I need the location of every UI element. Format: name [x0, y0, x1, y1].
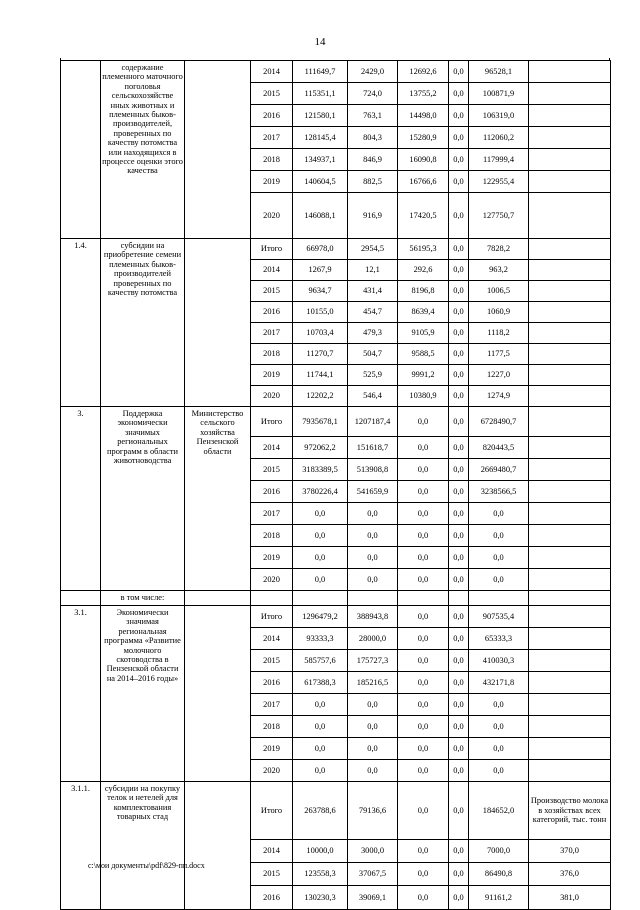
regional-cell: 0,0: [398, 437, 449, 459]
total-cell: 3183389,5: [293, 459, 348, 481]
empty-cell: [348, 591, 398, 606]
regional-cell: 0,0: [398, 547, 449, 569]
year-cell: 2015: [251, 863, 293, 886]
indicator-cell: [529, 260, 611, 281]
federal-cell: 513908,8: [348, 459, 398, 481]
local-cell: 0,0: [449, 302, 469, 323]
table-row: [61, 61, 611, 83]
regional-cell: 14498,0: [398, 105, 449, 127]
executor-cell: [185, 782, 251, 910]
extra-cell: 907535,4: [469, 606, 529, 628]
indicator-cell: [529, 171, 611, 193]
empty-cell: [251, 591, 293, 606]
indicator-cell: [529, 302, 611, 323]
extra-cell: 91161,2: [469, 886, 529, 910]
regional-cell: 0,0: [398, 716, 449, 738]
indicator-cell: [529, 61, 611, 83]
total-cell: 140604,5: [293, 171, 348, 193]
executor-cell: [185, 239, 251, 407]
indicator-cell: [529, 323, 611, 344]
item-name-cell: субсидии на приобретение семени племенных быков-производителей проверенных по качеству потомства: [101, 239, 185, 407]
federal-cell: 504,7: [348, 344, 398, 365]
indicator-cell: [529, 569, 611, 591]
extra-cell: 100871,9: [469, 83, 529, 105]
regional-cell: 0,0: [398, 738, 449, 760]
indicator-cell: [529, 127, 611, 149]
regional-cell: 12692,6: [398, 61, 449, 83]
local-cell: 0,0: [449, 260, 469, 281]
regional-cell: 0,0: [398, 650, 449, 672]
federal-cell: 724,0: [348, 83, 398, 105]
year-cell: 2019: [251, 365, 293, 386]
table-body: [61, 61, 611, 910]
regional-cell: 0,0: [398, 407, 449, 437]
federal-cell: 39069,1: [348, 886, 398, 910]
indicator-cell: [529, 83, 611, 105]
local-cell: 0,0: [449, 694, 469, 716]
extra-cell: 410030,3: [469, 650, 529, 672]
indicator-cell: [529, 344, 611, 365]
regional-cell: 16766,6: [398, 171, 449, 193]
extra-cell: 127750,7: [469, 193, 529, 239]
extra-cell: 963,2: [469, 260, 529, 281]
local-cell: 0,0: [449, 323, 469, 344]
year-cell: 2016: [251, 886, 293, 910]
federal-cell: 525,9: [348, 365, 398, 386]
federal-cell: 882,5: [348, 171, 398, 193]
extra-cell: 65333,3: [469, 628, 529, 650]
extra-cell: 184652,0: [469, 782, 529, 840]
federal-cell: 185216,5: [348, 672, 398, 694]
extra-cell: 0,0: [469, 738, 529, 760]
item-number-cell: [61, 61, 101, 239]
total-cell: 10000,0: [293, 840, 348, 863]
total-cell: 0,0: [293, 547, 348, 569]
total-cell: 263788,6: [293, 782, 348, 840]
local-cell: 0,0: [449, 840, 469, 863]
total-cell: 11744,1: [293, 365, 348, 386]
year-cell: 2015: [251, 459, 293, 481]
regional-cell: 0,0: [398, 606, 449, 628]
budget-table: [60, 60, 611, 910]
file-path-footer: c:\мои документы\pdf\829-пп.docx: [88, 861, 205, 870]
local-cell: 0,0: [449, 127, 469, 149]
extra-cell: 432171,8: [469, 672, 529, 694]
year-cell: 2020: [251, 193, 293, 239]
regional-cell: 0,0: [398, 525, 449, 547]
indicator-cell: [529, 672, 611, 694]
indicator-cell: [529, 149, 611, 171]
federal-cell: 12,1: [348, 260, 398, 281]
year-cell: 2016: [251, 302, 293, 323]
federal-cell: 37067,5: [348, 863, 398, 886]
regional-cell: 56195,3: [398, 239, 449, 260]
indicator-cell: [529, 407, 611, 437]
regional-cell: 9991,2: [398, 365, 449, 386]
total-cell: 128145,4: [293, 127, 348, 149]
federal-cell: 0,0: [348, 503, 398, 525]
federal-cell: 0,0: [348, 569, 398, 591]
extra-cell: 112060,2: [469, 127, 529, 149]
federal-cell: 3000,0: [348, 840, 398, 863]
extra-cell: 0,0: [469, 760, 529, 782]
federal-cell: 804,3: [348, 127, 398, 149]
year-cell: 2015: [251, 83, 293, 105]
extra-cell: 2669480,7: [469, 459, 529, 481]
local-cell: 0,0: [449, 407, 469, 437]
year-cell: 2017: [251, 694, 293, 716]
local-cell: 0,0: [449, 344, 469, 365]
total-cell: 585757,6: [293, 650, 348, 672]
year-cell: 2014: [251, 628, 293, 650]
indicator-cell: [529, 716, 611, 738]
empty-cell: [529, 591, 611, 606]
extra-cell: 1118,2: [469, 323, 529, 344]
total-cell: 146088,1: [293, 193, 348, 239]
item-name-cell: Экономически значимая региональная программа «Развитие молочного скотоводства в Пензенской области на 2014–2016 годы»: [101, 606, 185, 782]
subheading-row: [61, 591, 611, 606]
indicator-cell: [529, 481, 611, 503]
extra-cell: 1177,5: [469, 344, 529, 365]
regional-cell: 0,0: [398, 569, 449, 591]
indicator-cell: [529, 738, 611, 760]
indicator-value-cell: 376,0: [529, 863, 611, 886]
local-cell: 0,0: [449, 437, 469, 459]
empty-cell: [61, 591, 101, 606]
executor-cell: [185, 606, 251, 782]
year-cell: 2015: [251, 281, 293, 302]
local-cell: 0,0: [449, 628, 469, 650]
federal-cell: 763,1: [348, 105, 398, 127]
indicator-cell: [529, 547, 611, 569]
regional-cell: 0,0: [398, 672, 449, 694]
item-name-cell: субсидии на покупку телок и нетелей для комплектования товарных стад: [101, 782, 185, 910]
regional-cell: 16090,8: [398, 149, 449, 171]
year-cell: 2018: [251, 149, 293, 171]
total-cell: 115351,1: [293, 83, 348, 105]
total-cell: 3780226,4: [293, 481, 348, 503]
empty-cell: [449, 591, 469, 606]
item-name-cell: Поддержка экономически значимых региональных программ в области животноводства: [101, 407, 185, 591]
item-name-cell: содержание племенного маточного поголовья сельскохозяйстве нных животных и племенных быков-производителей, проверенных по качеству потомства или находящихся в процессе оценки этого качества: [101, 61, 185, 239]
total-cell: 0,0: [293, 694, 348, 716]
regional-cell: 292,6: [398, 260, 449, 281]
empty-cell: [185, 591, 251, 606]
regional-cell: 0,0: [398, 782, 449, 840]
local-cell: 0,0: [449, 481, 469, 503]
total-cell: 0,0: [293, 760, 348, 782]
local-cell: 0,0: [449, 171, 469, 193]
total-cell: 12202,2: [293, 386, 348, 407]
extra-cell: 0,0: [469, 547, 529, 569]
local-cell: 0,0: [449, 886, 469, 910]
local-cell: 0,0: [449, 672, 469, 694]
year-cell: 2014: [251, 61, 293, 83]
local-cell: 0,0: [449, 193, 469, 239]
local-cell: 0,0: [449, 61, 469, 83]
year-cell: Итого: [251, 407, 293, 437]
total-cell: 0,0: [293, 738, 348, 760]
year-cell: 2017: [251, 127, 293, 149]
total-cell: 1267,9: [293, 260, 348, 281]
federal-cell: 546,4: [348, 386, 398, 407]
local-cell: 0,0: [449, 149, 469, 171]
extra-cell: 0,0: [469, 694, 529, 716]
local-cell: 0,0: [449, 239, 469, 260]
regional-cell: 9105,9: [398, 323, 449, 344]
year-cell: 2016: [251, 105, 293, 127]
federal-cell: 2954,5: [348, 239, 398, 260]
federal-cell: 175727,3: [348, 650, 398, 672]
regional-cell: 0,0: [398, 863, 449, 886]
extra-cell: 7828,2: [469, 239, 529, 260]
year-cell: 2019: [251, 547, 293, 569]
federal-cell: 0,0: [348, 760, 398, 782]
total-cell: 123558,3: [293, 863, 348, 886]
year-cell: 2014: [251, 437, 293, 459]
indicator-cell: [529, 628, 611, 650]
local-cell: 0,0: [449, 716, 469, 738]
total-cell: 10155,0: [293, 302, 348, 323]
regional-cell: 0,0: [398, 886, 449, 910]
item-number-cell: 3.1.1.: [61, 782, 101, 910]
rule-right-top: [609, 58, 610, 60]
year-cell: 2020: [251, 569, 293, 591]
indicator-value-cell: 381,0: [529, 886, 611, 910]
extra-cell: 1274,9: [469, 386, 529, 407]
indicator-cell: [529, 525, 611, 547]
federal-cell: 1207187,4: [348, 407, 398, 437]
empty-cell: [398, 591, 449, 606]
year-cell: 2018: [251, 716, 293, 738]
year-cell: 2019: [251, 171, 293, 193]
federal-cell: 151618,7: [348, 437, 398, 459]
indicator-cell: [529, 437, 611, 459]
extra-cell: 7000,0: [469, 840, 529, 863]
indicator-cell: [529, 606, 611, 628]
executor-cell: Министерство сельского хозяйства Пензенской области: [185, 407, 251, 591]
extra-cell: 820443,5: [469, 437, 529, 459]
total-cell: 972062,2: [293, 437, 348, 459]
year-cell: 2015: [251, 650, 293, 672]
indicator-cell: [529, 760, 611, 782]
subheading-label: в том числе:: [101, 591, 185, 606]
regional-cell: 0,0: [398, 481, 449, 503]
local-cell: 0,0: [449, 760, 469, 782]
executor-cell: [185, 61, 251, 239]
indicator-cell: [529, 694, 611, 716]
federal-cell: 541659,9: [348, 481, 398, 503]
regional-cell: 0,0: [398, 459, 449, 481]
federal-cell: 916,9: [348, 193, 398, 239]
extra-cell: 0,0: [469, 569, 529, 591]
indicator-cell: [529, 503, 611, 525]
local-cell: 0,0: [449, 525, 469, 547]
extra-cell: 0,0: [469, 716, 529, 738]
federal-cell: 479,3: [348, 323, 398, 344]
year-cell: 2018: [251, 344, 293, 365]
empty-cell: [469, 591, 529, 606]
indicator-cell: [529, 281, 611, 302]
indicator-cell: [529, 459, 611, 481]
table-row: [61, 407, 611, 437]
extra-cell: 122955,4: [469, 171, 529, 193]
year-cell: 2019: [251, 738, 293, 760]
local-cell: 0,0: [449, 83, 469, 105]
federal-cell: 0,0: [348, 547, 398, 569]
table-row: [61, 606, 611, 628]
regional-cell: 0,0: [398, 840, 449, 863]
year-cell: 2014: [251, 840, 293, 863]
total-cell: 0,0: [293, 716, 348, 738]
indicator-cell: [529, 105, 611, 127]
regional-cell: 9588,5: [398, 344, 449, 365]
regional-cell: 15280,9: [398, 127, 449, 149]
extra-cell: 86490,8: [469, 863, 529, 886]
year-cell: Итого: [251, 606, 293, 628]
local-cell: 0,0: [449, 863, 469, 886]
total-cell: 111649,7: [293, 61, 348, 83]
year-cell: 2018: [251, 525, 293, 547]
total-cell: 130230,3: [293, 886, 348, 910]
empty-cell: [293, 591, 348, 606]
year-cell: 2016: [251, 672, 293, 694]
total-cell: 0,0: [293, 569, 348, 591]
indicator-cell: [529, 193, 611, 239]
regional-cell: 0,0: [398, 760, 449, 782]
extra-cell: 106319,0: [469, 105, 529, 127]
federal-cell: 79136,6: [348, 782, 398, 840]
rule-left-top: [60, 58, 61, 60]
year-cell: Итого: [251, 239, 293, 260]
item-number-cell: 1.4.: [61, 239, 101, 407]
year-cell: 2016: [251, 481, 293, 503]
indicator-value-cell: 370,0: [529, 840, 611, 863]
federal-cell: 28000,0: [348, 628, 398, 650]
year-cell: 2020: [251, 760, 293, 782]
indicator-cell: [529, 239, 611, 260]
table-row: [61, 782, 611, 840]
local-cell: 0,0: [449, 281, 469, 302]
extra-cell: 96528,1: [469, 61, 529, 83]
local-cell: 0,0: [449, 569, 469, 591]
local-cell: 0,0: [449, 105, 469, 127]
regional-cell: 8639,4: [398, 302, 449, 323]
total-cell: 0,0: [293, 525, 348, 547]
local-cell: 0,0: [449, 782, 469, 840]
regional-cell: 0,0: [398, 628, 449, 650]
extra-cell: 0,0: [469, 525, 529, 547]
local-cell: 0,0: [449, 650, 469, 672]
total-cell: 0,0: [293, 503, 348, 525]
extra-cell: 3238566,5: [469, 481, 529, 503]
extra-cell: 1227,0: [469, 365, 529, 386]
total-cell: 10703,4: [293, 323, 348, 344]
item-number-cell: 3.1.: [61, 606, 101, 782]
local-cell: 0,0: [449, 459, 469, 481]
local-cell: 0,0: [449, 365, 469, 386]
regional-cell: 17420,5: [398, 193, 449, 239]
year-cell: 2014: [251, 260, 293, 281]
local-cell: 0,0: [449, 547, 469, 569]
federal-cell: 2429,0: [348, 61, 398, 83]
local-cell: 0,0: [449, 606, 469, 628]
federal-cell: 0,0: [348, 716, 398, 738]
federal-cell: 0,0: [348, 738, 398, 760]
regional-cell: 0,0: [398, 503, 449, 525]
regional-cell: 10380,9: [398, 386, 449, 407]
federal-cell: 846,9: [348, 149, 398, 171]
year-cell: Итого: [251, 782, 293, 840]
federal-cell: 0,0: [348, 525, 398, 547]
local-cell: 0,0: [449, 386, 469, 407]
federal-cell: 388943,8: [348, 606, 398, 628]
total-cell: 1296479,2: [293, 606, 348, 628]
indicator-cell: [529, 365, 611, 386]
indicator-cell: [529, 386, 611, 407]
indicator-cell: Производство молока в хозяйствах всех категорий, тыс. тонн: [529, 782, 611, 840]
regional-cell: 8196,8: [398, 281, 449, 302]
total-cell: 7935678,1: [293, 407, 348, 437]
total-cell: 11270,7: [293, 344, 348, 365]
table-row: [61, 239, 611, 260]
local-cell: 0,0: [449, 503, 469, 525]
extra-cell: 0,0: [469, 503, 529, 525]
page-number: 14: [314, 36, 326, 48]
extra-cell: 1060,9: [469, 302, 529, 323]
federal-cell: 454,7: [348, 302, 398, 323]
total-cell: 66978,0: [293, 239, 348, 260]
federal-cell: 431,4: [348, 281, 398, 302]
total-cell: 93333,3: [293, 628, 348, 650]
year-cell: 2017: [251, 503, 293, 525]
regional-cell: 0,0: [398, 694, 449, 716]
extra-cell: 117999,4: [469, 149, 529, 171]
item-number-cell: 3.: [61, 407, 101, 591]
regional-cell: 13755,2: [398, 83, 449, 105]
year-cell: 2017: [251, 323, 293, 344]
total-cell: 134937,1: [293, 149, 348, 171]
local-cell: 0,0: [449, 738, 469, 760]
year-cell: 2020: [251, 386, 293, 407]
total-cell: 617388,3: [293, 672, 348, 694]
extra-cell: 1006,5: [469, 281, 529, 302]
extra-cell: 6728490,7: [469, 407, 529, 437]
federal-cell: 0,0: [348, 694, 398, 716]
total-cell: 121580,1: [293, 105, 348, 127]
total-cell: 9634,7: [293, 281, 348, 302]
indicator-cell: [529, 650, 611, 672]
